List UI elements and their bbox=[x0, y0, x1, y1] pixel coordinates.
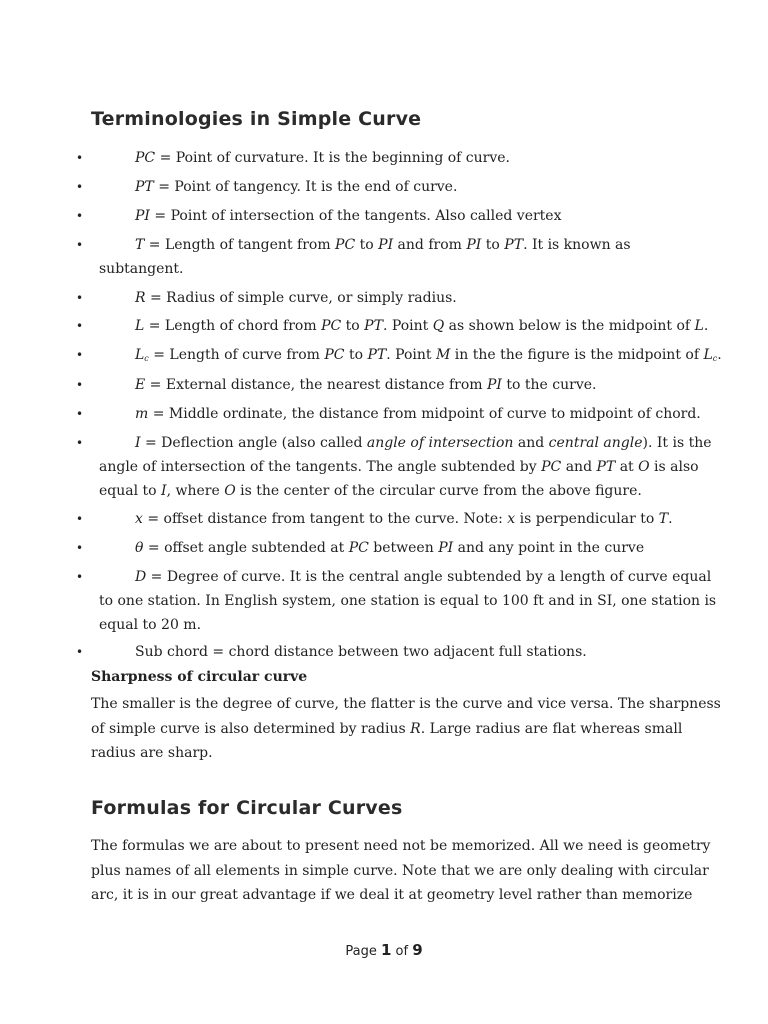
term-continuation: to one station. In English system, one station is equal to 100 ft and in SI, one station is bbox=[99, 593, 717, 609]
bullet-icon: • bbox=[76, 407, 84, 421]
inline-symbol: O bbox=[638, 459, 650, 475]
inline-symbol: angle of intersection bbox=[366, 435, 514, 451]
term-symbol: θ bbox=[135, 540, 144, 556]
inline-symbol: central angle bbox=[548, 435, 643, 451]
term-continuation: subtangent. bbox=[99, 261, 184, 277]
inline-symbol: PC bbox=[348, 540, 369, 556]
term-definition: Sub chord = chord distance between two adjacent full stations. bbox=[135, 644, 587, 660]
term-continuation: angle of intersection of the tangents. The angle subtended by PC and PT at O is also bbox=[99, 459, 699, 475]
term-continuation: equal to I, where O is the center of the circular curve from the above figure. bbox=[99, 483, 642, 499]
inline-symbol: x bbox=[507, 511, 516, 527]
inline-subscript: c bbox=[712, 354, 718, 363]
bullet-icon: • bbox=[76, 512, 84, 526]
total-page-number: 9 bbox=[412, 941, 423, 959]
inline-symbol: T bbox=[658, 511, 669, 527]
inline-symbol: PI bbox=[487, 377, 502, 393]
term-symbol: E bbox=[135, 377, 146, 393]
term-symbol: PT bbox=[135, 179, 154, 195]
term-definition: D = Degree of curve. It is the central angle subtended by a length of curve equal bbox=[135, 569, 712, 585]
bullet-icon: • bbox=[76, 570, 84, 584]
term-symbol: $L_c$ bbox=[135, 347, 149, 363]
section-heading-formulas: Formulas for Circular Curves bbox=[91, 797, 403, 819]
term-symbol: R bbox=[135, 290, 146, 306]
term-definition: R = Radius of simple curve, or simply radius. bbox=[135, 290, 457, 306]
inline-symbol: O bbox=[224, 483, 236, 499]
formulas-paragraph bbox=[91, 834, 710, 908]
bullet-icon: • bbox=[76, 348, 84, 362]
inline-symbol: Q bbox=[432, 318, 445, 334]
bullet-icon: • bbox=[76, 645, 84, 659]
paragraph-line: radius are sharp. bbox=[91, 745, 213, 761]
term-subscript: c bbox=[144, 354, 149, 363]
term-definition: PC = Point of curvature. It is the beginning of curve. bbox=[135, 150, 510, 166]
term-definition: m = Middle ordinate, the distance from midpoint of curve to midpoint of chord. bbox=[135, 406, 701, 422]
term-symbol: I bbox=[135, 435, 141, 451]
inline-symbol: PC bbox=[324, 347, 345, 363]
term-definition: L = Length of chord from PC to PT. Point Q as shown below is the midpoint of L. bbox=[135, 318, 709, 334]
inline-symbol: I bbox=[161, 483, 167, 499]
term-symbol: L bbox=[135, 318, 145, 334]
sharpness-paragraph bbox=[91, 692, 721, 766]
inline-symbol: PT bbox=[596, 459, 616, 475]
page-of-label: of bbox=[395, 944, 409, 959]
paragraph-line: The smaller is the degree of curve, the flatter is the curve and vice versa. The sharpness bbox=[91, 696, 721, 712]
inline-symbol: PT bbox=[367, 347, 387, 363]
paragraph-line: The formulas we are about to present need not be memorized. All we need is geometry bbox=[91, 838, 711, 854]
page-footer bbox=[0, 941, 768, 959]
term-symbol: x bbox=[135, 511, 143, 527]
inline-symbol: PT bbox=[504, 237, 524, 253]
bullet-icon: • bbox=[76, 151, 84, 165]
paragraph-line: plus names of all elements in simple curve. Note that we are only dealing with circular bbox=[91, 862, 709, 879]
term-definition: E = External distance, the nearest distance from PI to the curve. bbox=[135, 377, 597, 393]
bullet-icon: • bbox=[76, 319, 84, 333]
term-symbol: PI bbox=[135, 208, 150, 224]
term-symbol: PC bbox=[135, 150, 156, 166]
inline-symbol: PI bbox=[438, 540, 454, 556]
term-symbol: m bbox=[135, 406, 149, 422]
bullet-icon: • bbox=[76, 291, 84, 305]
term-definition: PT = Point of tangency. It is the end of curve. bbox=[135, 179, 458, 195]
term-definition: θ = offset angle subtended at PC between PI and any point in the curve bbox=[135, 540, 645, 556]
term-continuation: equal to 20 m. bbox=[99, 617, 202, 633]
term-definition: $L_c$ = Length of curve from PC to PT. Point M in the the figure is the midpoint of $L_c$. bbox=[135, 347, 722, 363]
section-heading-terminologies: Terminologies in Simple Curve bbox=[91, 108, 422, 130]
current-page-number: 1 bbox=[380, 941, 392, 959]
inline-symbol: L bbox=[694, 318, 704, 334]
subheading-sharpness: Sharpness of circular curve bbox=[91, 669, 308, 685]
bullet-icon: • bbox=[76, 541, 84, 555]
inline-symbol: PC bbox=[541, 459, 562, 475]
inline-symbol: $L_c$ bbox=[703, 347, 718, 363]
term-definition: x = offset distance from tangent to the curve. Note: x is perpendicular to T. bbox=[135, 511, 673, 527]
page-label: Page bbox=[345, 944, 377, 959]
paragraph-line: of simple curve is also determined by radius R. Large radius are flat whereas small bbox=[91, 720, 683, 737]
bullet-icon: • bbox=[76, 209, 84, 223]
inline-symbol: PC bbox=[335, 237, 356, 253]
inline-symbol: M bbox=[436, 347, 451, 363]
inline-symbol: PI bbox=[378, 237, 394, 253]
inline-symbol: PI bbox=[466, 237, 482, 253]
paragraph-line: arc, it is in our great advantage if we deal it at geometry level rather than memorize bbox=[91, 887, 693, 903]
term-symbol: T bbox=[135, 237, 145, 253]
bullet-icon: • bbox=[76, 436, 84, 450]
inline-symbol: PC bbox=[321, 318, 342, 334]
term-definition: PI = Point of intersection of the tangents. Also called vertex bbox=[135, 208, 562, 224]
term-definition: T = Length of tangent from PC to PI and from PI to PT. It is known as bbox=[135, 237, 631, 253]
inline-symbol: PT bbox=[364, 318, 383, 334]
term-definition: I = Deflection angle (also called angle of intersection and central angle). It is the bbox=[135, 435, 712, 451]
bullet-icon: • bbox=[76, 378, 84, 392]
bullet-icon: • bbox=[76, 180, 84, 194]
term-symbol: D bbox=[135, 569, 147, 585]
bullet-icon: • bbox=[76, 238, 84, 252]
